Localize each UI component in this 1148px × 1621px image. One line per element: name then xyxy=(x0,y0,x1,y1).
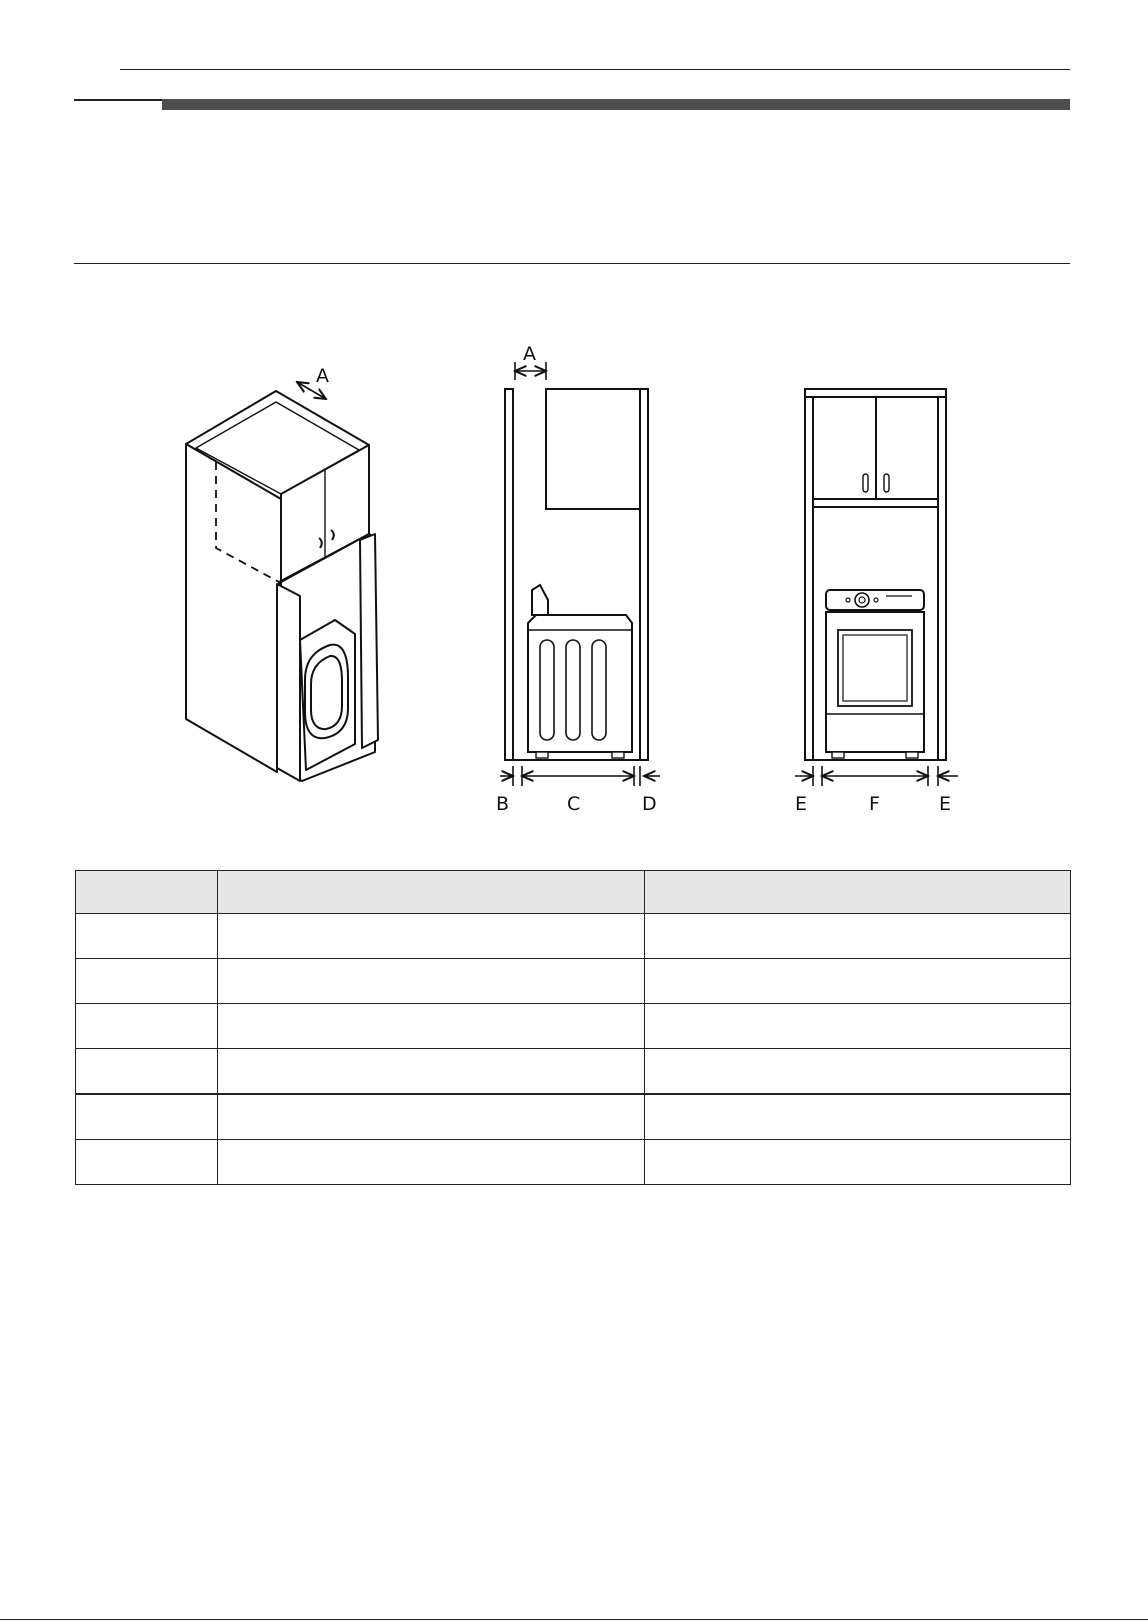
header-rule xyxy=(120,69,1070,70)
front-elevation-view xyxy=(805,389,946,760)
table-cell xyxy=(645,914,1071,959)
section-title-bar xyxy=(162,99,1070,110)
side-label-d: D xyxy=(642,793,657,815)
table-cell xyxy=(218,959,645,1004)
table-header-cell xyxy=(645,871,1071,914)
table-cell xyxy=(76,1140,218,1185)
table-cell xyxy=(645,1140,1071,1185)
side-label-b: B xyxy=(496,793,510,815)
table-cell xyxy=(218,1094,645,1140)
section-rule-left xyxy=(74,99,162,101)
isometric-closet-view xyxy=(186,391,378,781)
table-row xyxy=(76,1140,1071,1185)
iso-dimension-a xyxy=(297,365,329,399)
table-cell xyxy=(218,1004,645,1049)
table-cell xyxy=(76,1094,218,1140)
table-cell xyxy=(218,1049,645,1095)
table-cell xyxy=(645,1049,1071,1095)
clearance-table xyxy=(75,870,1071,1185)
table-header-cell xyxy=(76,871,218,914)
front-label-f: F xyxy=(869,793,880,815)
side-elevation-view xyxy=(505,389,648,760)
table-cell xyxy=(645,959,1071,1004)
side-label-c: C xyxy=(567,793,581,815)
installation-clearance-diagrams xyxy=(0,300,1148,840)
table-header-cell xyxy=(218,871,645,914)
table-cell xyxy=(76,1049,218,1095)
table-cell xyxy=(76,914,218,959)
table-row xyxy=(76,1049,1071,1095)
table-cell xyxy=(645,1004,1071,1049)
table-cell xyxy=(218,914,645,959)
front-dimensions xyxy=(795,766,958,786)
table-cell xyxy=(218,1140,645,1185)
table-row xyxy=(76,1004,1071,1049)
table-row xyxy=(76,959,1071,1004)
table-cell xyxy=(645,1094,1071,1140)
front-label-e-left: E xyxy=(795,793,808,815)
table-header-row xyxy=(76,871,1071,914)
iso-label-a: A xyxy=(316,365,329,387)
footer-rule xyxy=(0,1619,1148,1620)
front-label-e-right: E xyxy=(939,793,952,815)
section-divider xyxy=(74,263,1070,264)
table-row xyxy=(76,1094,1071,1140)
table-cell xyxy=(76,959,218,1004)
side-label-a: A xyxy=(523,343,536,365)
table-cell xyxy=(76,1004,218,1049)
table-row xyxy=(76,914,1071,959)
